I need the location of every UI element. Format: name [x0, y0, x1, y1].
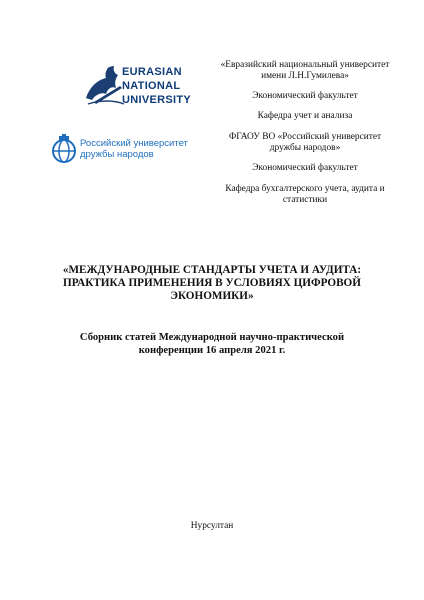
institution-item: Экономический факультет	[252, 90, 358, 101]
publication-city: Нурсултан	[190, 521, 234, 531]
enu-line-3: UNIVERSITY	[122, 94, 192, 106]
institution-item: «Евразийский национальный университет имени Л.Н.Гумилева»	[220, 60, 390, 82]
institution-item: Кафедра учет и анализа	[257, 111, 353, 122]
rudn-logo	[50, 134, 190, 168]
institutions-list	[220, 60, 390, 216]
enu-line-2: NATIONAL	[122, 80, 181, 92]
enu-logo	[80, 58, 192, 110]
institution-item: ФГАОУ ВО «Российский университет дружбы народов»	[228, 131, 382, 154]
institution-item: Кафедра бухгалтерского учета, аудита и статистики	[225, 183, 385, 206]
institution-item: Экономический факультет	[252, 163, 358, 174]
rudn-line-2: дружбы народов	[80, 149, 154, 160]
rudn-line-1: Российский университет	[80, 138, 188, 149]
document-title: «МЕЖДУНАРОДНЫЕ СТАНДАРТЫ УЧЕТА И АУДИТА: ПРАКТИКА ПРИМЕНЕНИЯ В УСЛОВИЯХ ЦИФРОВОЙ ЭКОНОМИКИ»	[62, 264, 362, 303]
enu-line-1: EURASIAN	[122, 66, 182, 78]
enu-emblem-icon	[80, 58, 192, 110]
document-subtitle: Сборник статей Международной научно-практической конференции 16 апреля 2021 г.	[79, 332, 345, 356]
rudn-logo-text	[80, 138, 188, 160]
globe-emblem-icon	[50, 134, 78, 166]
